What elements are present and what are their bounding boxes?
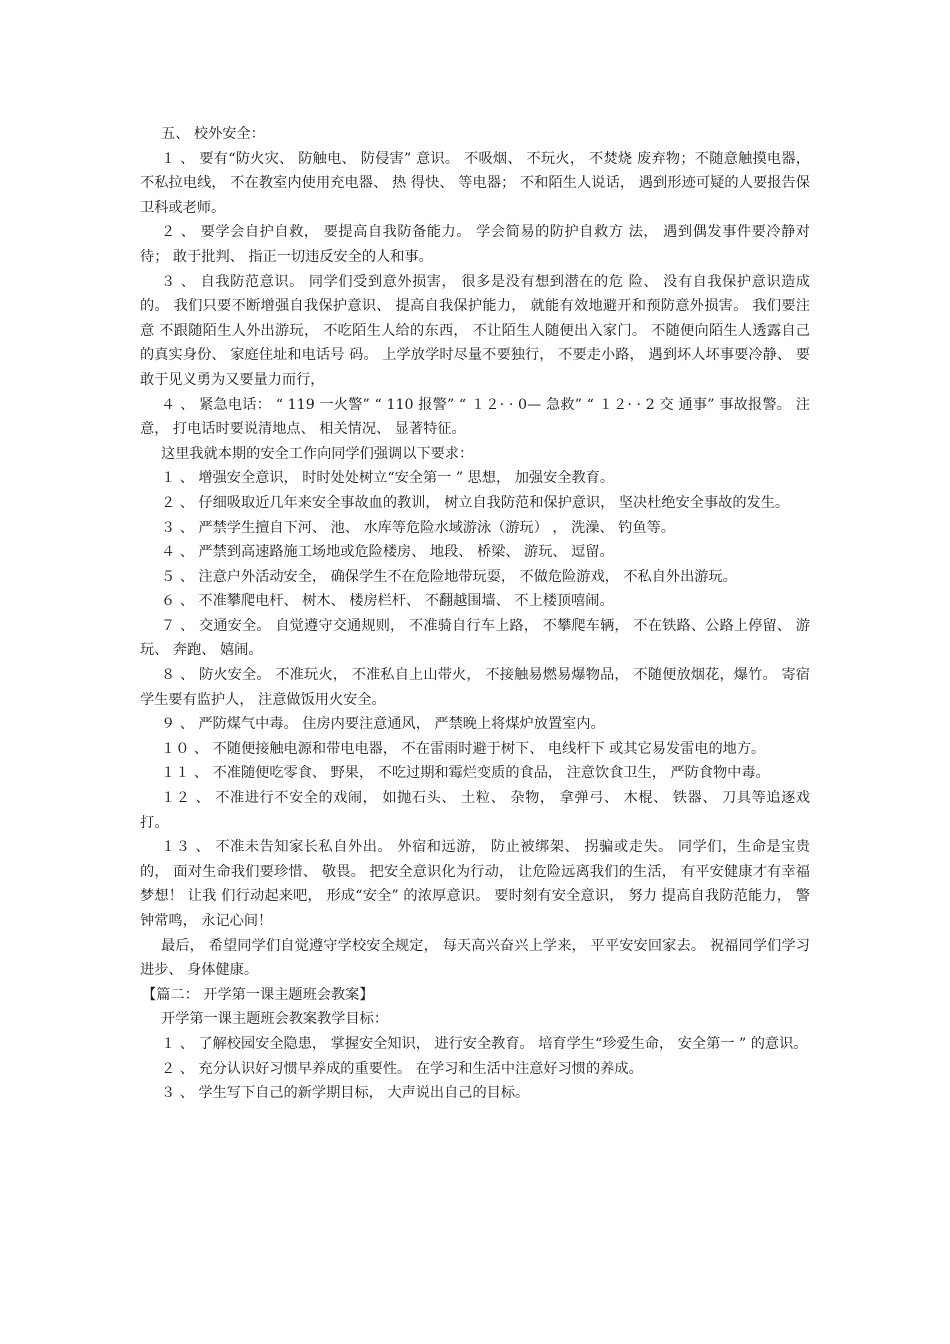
paragraph: ３ 、 严禁学生擅自下河、 池、 水库等危险水域游泳（游玩） ， 洗澡、 钓鱼等。 [161, 519, 675, 536]
paragraph: 开学第一课主题班会教案教学目标： [161, 1011, 389, 1028]
paragraph: ３ 、 自我防范意识。 同学们受到意外损害， 很多是没有想到潜在的危 险、 没有自我保护意识造成的。 我们只要不断增强自我保护意识、 提高自我保护能力， 就能有效地避开和预防意外损害。 我们要注意 不跟随陌生人外出游玩， 不吃陌生人给的东西， 不让陌生人随便出入家门。 不随便向陌生人透露自己的真实身份、 家庭住址和电话号 码。 上学放学时尽量不要独行， 不要走小路， 遇到坏人坏事要冷静、 要敢于见义勇为又要量力而行， [140, 273, 810, 388]
paragraph: ２ 、 仔细吸取近几年来安全事故血的教训， 树立自我防范和保护意识， 坚决杜绝安全事故的发生。 [161, 494, 790, 511]
document-body [140, 122, 810, 1106]
paragraph: ４ 、 紧急电话： “ 119 一火警” “ 110 报警” “ １２· · 0— 急救” “ １２· · 2 交 通事” 事故报警。 注意， 打电话时要说清地点、 相关情况、 显著特征。 [140, 396, 810, 438]
paragraph: ５ 、 注意户外活动安全， 确保学生不在危险地带玩耍， 不做危险游戏， 不私自外出游玩。 [161, 568, 737, 585]
paragraph: ２ 、 要学会自护自救， 要提高自我防备能力。 学会简易的防护自救方 法， 遇到偶发事件要冷静对待； 敢于批判、 指正一切违反安全的人和事。 [140, 224, 810, 265]
paragraph: ４ 、 严禁到高速路施工场地或危险楼房、 地段、 桥梁、 游玩、 逗留。 [161, 544, 614, 561]
paragraph: ２ 、 充分认识好习惯早养成的重要性。 在学习和生活中注意好习惯的养成。 [161, 1060, 643, 1077]
section-title-part-two: 【篇二： 开学第一课主题班会教案】 [142, 986, 374, 1003]
paragraph: １２ 、 不准进行不安全的戏闹， 如抛石头、 土粒、 杂物， 拿弹弓、 木棍、 铁器、 刀具等追逐戏打。 [140, 790, 810, 831]
paragraph: １ 、 了解校园安全隐患， 掌握安全知识， 进行安全教育。 培育学生“珍爱生命， 安全第一 ” 的意识。 [161, 1035, 808, 1052]
paragraph: １０ 、 不随便接触电源和带电电器， 不在雷雨时避于树下、 电线杆下 或其它易发雷电的地方。 [161, 740, 766, 757]
paragraph: １ 、 增强安全意识， 时时处处树立“安全第一 ” 思想， 加强安全教育。 [161, 470, 615, 487]
paragraph: ９ 、 严防煤气中毒。 住房内要注意通风， 严禁晚上将煤炉放置室内。 [161, 716, 605, 733]
paragraph: １１ 、 不准随便吃零食、 野果， 不吃过期和霉烂变质的食品， 注意饮食卫生， 严防食物中毒。 [161, 765, 770, 782]
paragraph: ７ 、 交通安全。 自觉遵守交通规则， 不准骑自行车上路， 不攀爬车辆， 不在铁路、公路上停留、 游玩、 奔跑、 嬉闹。 [140, 617, 810, 659]
paragraph: １ 、 要有“防火灾、 防触电、 防侵害” 意识。 不吸烟、 不玩火， 不焚烧 废弃物；不随意触摸电器， 不私拉电线， 不在教室内使用充电器、 热 得快、 等电器； 不和陌生人说话， 遇到形迹可疑的人要报告保卫科或老师。 [140, 150, 810, 216]
paragraph: ６ 、 不准攀爬电杆、 树木、 楼房栏杆、 不翻越围墙、 不上楼顶嘻闹。 [161, 593, 614, 610]
section-heading-off-campus-safety: 五、 校外安全： [161, 126, 265, 142]
paragraph: ８ 、 防火安全。 不准玩火， 不准私自上山带火， 不接触易燃易爆物品， 不随便放烟花，爆竹。 寄宿学生要有监护人， 注意做饭用火安全。 [140, 667, 810, 708]
paragraph: 最后， 希望同学们自觉遵守学校安全规定， 每天高兴奋兴上学来， 平平安安回家去。 祝福同学们学习进步、 身体健康。 [140, 937, 810, 979]
paragraph: 这里我就本期的安全工作向同学们强调以下要求： [161, 445, 474, 462]
paragraph: １３ 、 不准未告知家长私自外出。 外宿和远游， 防止被绑架、 拐骗或走失。 同学们，生命是宝贵的， 面对生命我们要珍惜、 敬畏。 把安全意识化为行动， 让危险远离我们的生活， 有平安健康才有幸福梦想！ 让我 们行动起来吧， 形成“安全” 的浓厚意识。 要时刻有安全意识， 努力 提高自我防范能力， 警钟常鸣， 永记心间！ [140, 839, 810, 929]
paragraph: ３ 、 学生写下自己的新学期目标， 大声说出自己的目标。 [161, 1085, 530, 1102]
